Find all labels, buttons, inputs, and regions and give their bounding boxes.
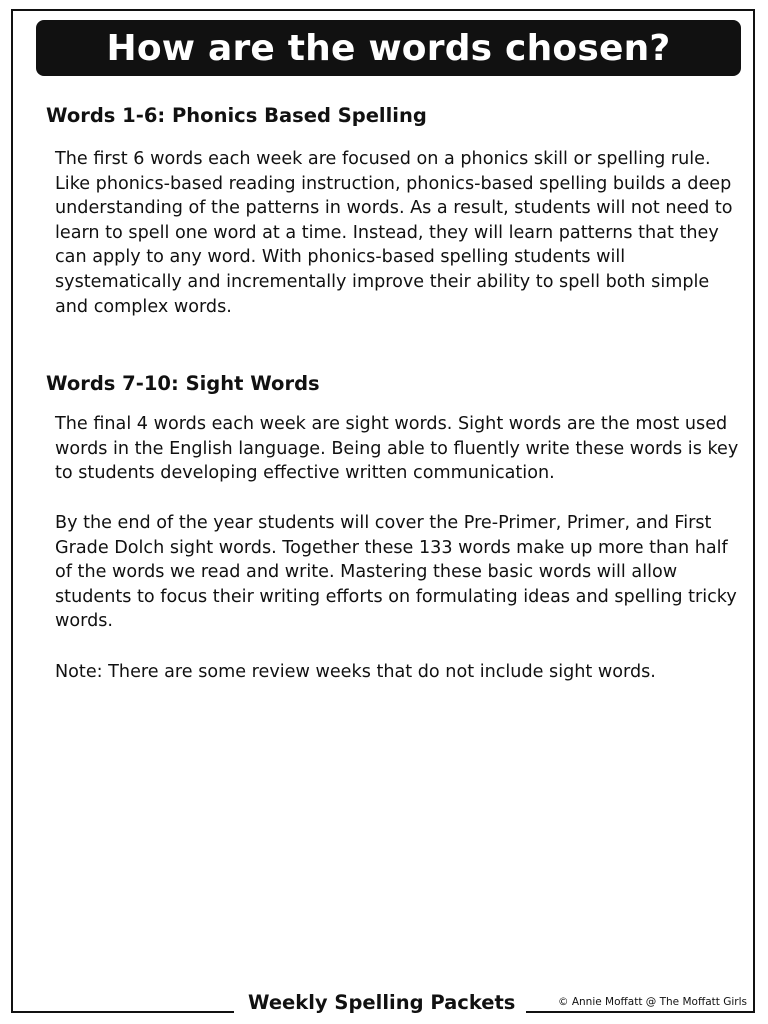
footer-title: Weekly Spelling Packets xyxy=(248,991,516,1014)
paragraph-note: Note: There are some review weeks that do not include sight words. xyxy=(55,662,656,682)
section-heading-phonics: Words 1-6: Phonics Based Spelling xyxy=(46,104,427,127)
footer-rule-left xyxy=(11,1011,234,1013)
paragraph-dolch-words: By the end of the year students will cover the Pre-Primer, Primer, and First Grade Dolch sight words. Together these 133 words make up more than half of the words we read and write. Mastering these basic words will allow students to focus their writing efforts on formulating ideas and spelling tricky words. xyxy=(55,513,737,632)
page-title: How are the words chosen? xyxy=(106,27,671,69)
footer-credit: © Annie Moffatt @ The Moffatt Girls xyxy=(558,996,747,1008)
paragraph-phonics: The first 6 words each week are focused on a phonics skill or spelling rule. Like phonics-based reading instruction, phonics-based spelling builds a deep understanding of the patterns in words. As a result, students will not need to learn to spell one word at a time. Instead, they will learn patterns that they can apply to any word. With phonics-based spelling students will systematically and incrementally improve their ability to spell both simple and complex words. xyxy=(55,149,733,317)
section-heading-sight-words: Words 7-10: Sight Words xyxy=(46,372,320,395)
paragraph-sight-words: The final 4 words each week are sight words. Sight words are the most used words in the English language. Being able to fluently write these words is key to students developing effective written communication. xyxy=(55,414,739,484)
title-banner xyxy=(36,20,741,76)
footer-rule-right xyxy=(526,1011,755,1013)
